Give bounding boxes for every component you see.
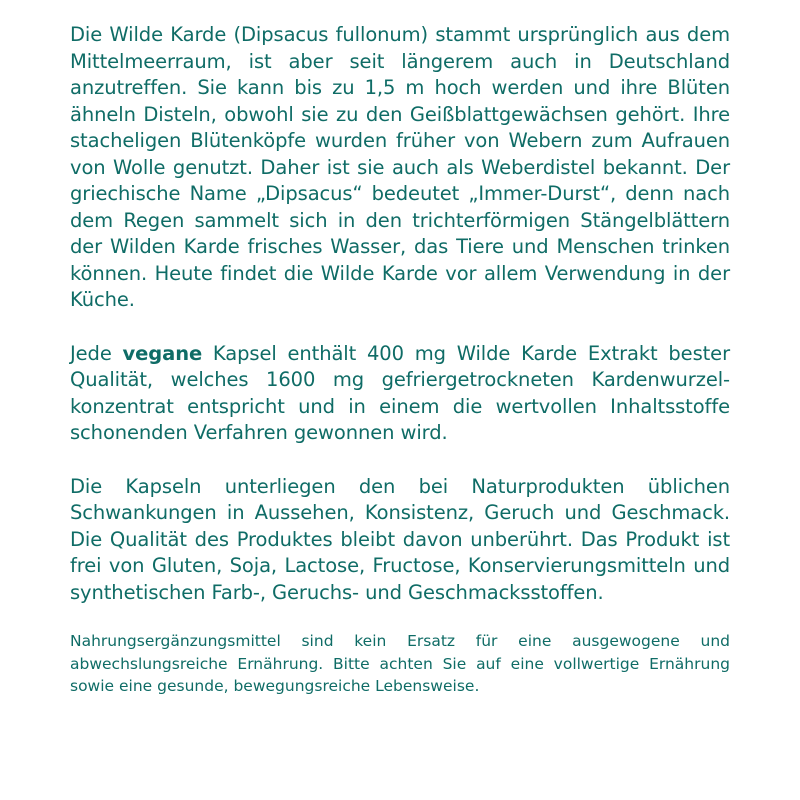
- capsule-info-paragraph: [70, 341, 730, 447]
- capsule-info-text-start: Jede: [70, 341, 123, 365]
- product-description: [70, 22, 730, 698]
- intro-paragraph: Die Wilde Karde (Dipsacus fullonum) stammt ursprünglich aus dem Mittelmeerraum, ist aber seit längerem auch in Deutschland anzutreffen. Sie kann bis zu 1,5 m hoch werden und ihre Blüten ähneln Disteln, obwohl sie zu den Geißblattgewächsen gehört. Ihre stacheligen Blütenköpfe wurden früher von Webern zum Aufrauen von Wolle genutzt. Daher ist sie auch als Weberdistel bekannt. Der griechische Name „Dipsacus“ bedeutet „Immer-Durst“, denn nach dem Regen sammelt sich in den trichterförmigen Stängelblättern der Wilden Karde frisches Wasser, das Tiere und Menschen trinken können. Heute findet die Wilde Karde vor allem Verwendung in der Küche.: [70, 23, 730, 311]
- vegan-highlight: vegane: [122, 341, 203, 365]
- quality-paragraph: Die Kapseln unterliegen den bei Naturprodukten üblichen Schwankungen in Aussehen, Konsistenz, Geruch und Geschmack. Die Qualität des Produktes bleibt davon unberührt. Das Produkt ist frei von Gluten, Soja, Lactose, Fructose, Konservierungsmitteln und synthetischen Farb-, Geruchs- und Geschmacksstoffen.: [70, 474, 730, 604]
- disclaimer-text: Nahrungsergänzungsmittel sind kein Ersatz für eine ausgewogene und abwechslungsreiche Ernährung. Bitte achten Sie auf eine vollwertige Ernährung sowie eine gesunde, bewegungsreiche Lebensweise.: [70, 632, 730, 695]
- capsule-info-text-end: Kapsel enthält 400 mg Wilde Karde Extrakt bester Qualität, welches 1600 mg gefriergetrockneten Kardenwurzel-konzentrat entspricht und in einem die wertvollen Inhaltsstoffe schonenden Verfahren gewonnen wird.: [70, 341, 730, 444]
